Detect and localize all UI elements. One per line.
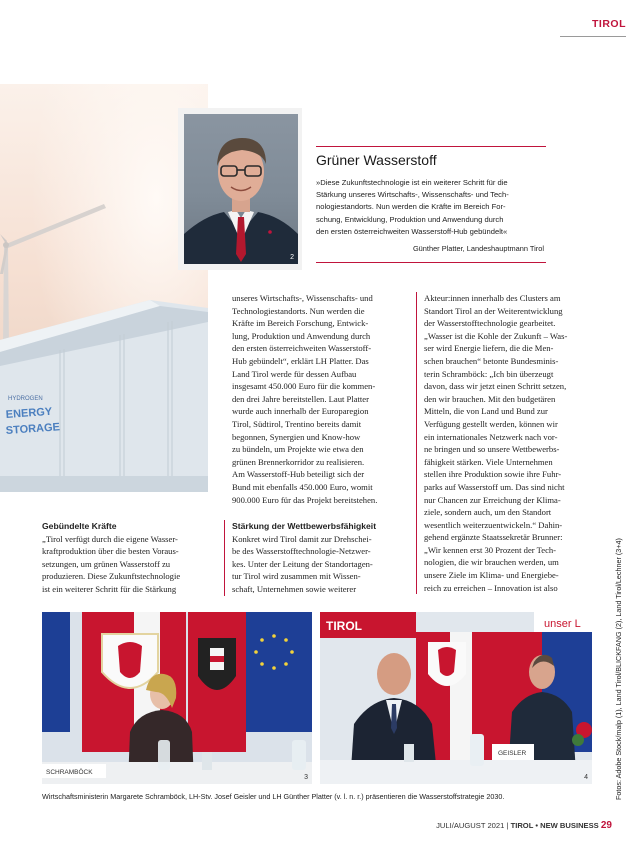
quote-line: Stärkung unseres Wirtschafts-, Wissenschafts- und Tech- [316,190,509,200]
text-line: den drei Jahre bereitstellen. Laut Platter [232,393,369,404]
text-line: Technologiestandorts. Nun werden die [232,305,365,316]
text-line: „Wir kennen erst 30 Prozent der Tech- [424,544,557,555]
text-line: Bund mit ebenfalls 450.000 Euro, womit [232,481,373,492]
article-column-left [42,520,214,596]
container-label-storage: STORAGE [5,421,61,437]
text-line: „Tirol verfügt durch die eigene Wasser- [42,533,178,544]
text-line: kes. Unter der Leitung der Standortagen- [232,558,373,569]
text-line: ziele, sondern auch, um den Standort [424,507,552,518]
portrait-photo [184,114,298,264]
text-line: wurde auch innerhalb der Europaregion [232,406,369,417]
photo-number: 4 [584,774,588,781]
text-line: insgesamt 450.000 Euro für die kommen- [232,381,376,392]
text-line: setzungen, um grünen Wasserstoff zu [42,558,171,569]
press-photo-right [320,612,592,784]
footer-separator: | [506,821,509,830]
quote-text [316,177,544,238]
text-line: 900.000 Euro für das Projekt bereitstehen. [232,494,378,505]
text-line: Am Wasserstoff-Hub beteiligt sich der [232,469,365,480]
text-line: grünen Brennerkorridor zu realisieren. [232,456,365,467]
text-line: reich zu erreichen – Innovation ist also [424,582,558,593]
photo-caption: Wirtschaftsministerin Margarete Schramböck, LH-Stv. Josef Geisler und LH Günther Platter (v. l. n. r.) präsentieren die Wasserstoffstrategie 2030. [42,792,505,801]
text-line: gehend ergänzte Staatssekretär Brunner: [424,532,563,543]
text-line: terin Schramböck: „Ich bin überzeugt [424,368,554,379]
banner-text-2: unser L [544,618,581,630]
column-divider [224,520,225,596]
article-column-middle-upper [232,292,410,506]
text-line: parks auf Wasserstoff um. Das sind nicht [424,481,565,492]
text-line: kraftproduktion über die besten Voraus- [42,546,179,557]
section-divider [560,36,626,37]
text-line: Hub gebündelt“, erklärt LH Platter. Das [232,355,369,366]
press-photo-left [42,612,312,784]
text-line: den wir brauchen. Mit den budgetären [424,393,556,404]
nameplate: SCHRAMBÖCK [46,769,93,776]
text-line: lung, Produktion und Anwendung durch [232,330,371,341]
page-footer [436,820,612,831]
text-line: Akteur:innen innerhalb des Clusters am [424,293,561,303]
photo-number: 2 [290,254,294,261]
text-line: zu bündeln, um Projekte wie etwa den [232,444,364,455]
text-line: begonnen, Synergien und Know-how [232,431,361,442]
text-line: Standort Tirol an der Weiterentwicklung [424,305,563,316]
text-line: „Wasser ist die Kohle der Zukunft – Was- [424,330,568,341]
section-tag: TIROL [592,18,626,30]
text-line: ein internationales Netzwerk nach vor- [424,431,558,442]
article-column-right [424,292,590,594]
quote-line: schung, Entwicklung, Produktion und Anwendung durch [316,214,504,224]
container-label-energy: ENERGY [5,405,53,421]
text-line: unsere Ziele im Klima- und Energiebe- [424,570,559,581]
text-line: Tirol, Südtirol, Trentino bereits damit [232,418,362,429]
nameplate: GEISLER [498,750,527,757]
text-line: Verfügung gestellt werden, können wir [424,418,558,429]
quote-title: Grüner Wasserstoff [316,152,437,168]
text-line: ser wird Energie liefern, die die Men- [424,343,554,354]
text-line: schen brauchen“ betonte Bundesminis- [424,355,559,366]
quote-author: Günther Platter, Landeshauptmann Tirol [412,244,544,253]
quote-bottom-rule [316,262,546,263]
text-line: produzieren. Diese Zukunftstechnologie [42,571,181,582]
text-line: ne bringen und so unsere Wettbewerbs- [424,444,560,455]
quote-line: nologiestandorts. Nun werden die Kräfte im Bereich For- [316,202,506,212]
text-line: stellen ihre Produktion sowie ihre Fuhr- [424,469,562,480]
text-line: wesentlich weiterzuentwickeln.“ Dahin- [424,519,563,530]
container-label-hydrogen: HYDROGEN [8,396,43,402]
photo-number: 3 [304,774,308,781]
section-heading: Stärkung der Wettbewerbsfähigkeit [232,521,377,531]
text-line: Mitteln, die von Land und Bund zur [424,406,548,417]
text-line: schaft, Unternehmen sowie weiterer [232,583,357,594]
photo-credit: Fotos: Adobe Stock/malp (1), Land Tirol/BLICKFANG (2), Land Tirol/Lechner (3+4) [614,538,623,800]
text-line: Konkret wird Tirol damit zur Drehschei- [232,533,372,544]
text-line: Kräfte im Bereich Forschung, Entwick- [232,318,369,329]
quote-top-rule [316,146,546,147]
text-line: den ersten österreichweiten Wasserstoff- [232,343,372,354]
text-line: fähigkeit stärken. Viele Unternehmen [424,456,553,467]
quote-line: den ersten österreichweiten Wasserstoff-Hub gebündelt« [316,226,508,236]
column-divider [416,292,417,594]
text-line: davon, dass wir jetzt einen Schritt setzen, [424,381,567,392]
photo-credit-container [614,500,624,800]
page-number: 29 [600,820,612,831]
text-line: be des Wasserstofftechnologie-Netzwer- [232,546,371,557]
text-line: nologien, die wir brauchen werden, um [424,557,559,568]
section-heading: Gebündelte Kräfte [42,521,117,531]
quote-line: »Diese Zukunftstechnologie ist ein weiterer Schritt für die [316,178,508,187]
text-line: unseres Wirtschafts-, Wissenschafts- und [232,293,373,303]
text-line: der Wasserstofftechnologie gearbeitet. [424,318,556,329]
energy-storage-container [0,300,208,492]
text-line: nur Chancen zur Erreichung der Klima- [424,494,561,505]
text-line: ist ein weiterer Schritt für die Stärkung [42,583,177,594]
article-column-middle-lower [232,520,410,596]
issue-date: JULI/AUGUST 2021 [436,821,505,830]
magazine-name: TIROL • NEW BUSINESS [510,821,599,830]
text-line: Land Tirol werde für dessen Aufbau [232,368,357,379]
banner-text: TIROL [326,619,362,633]
text-line: tur Tirol wird zusammen mit Wissen- [232,571,361,582]
